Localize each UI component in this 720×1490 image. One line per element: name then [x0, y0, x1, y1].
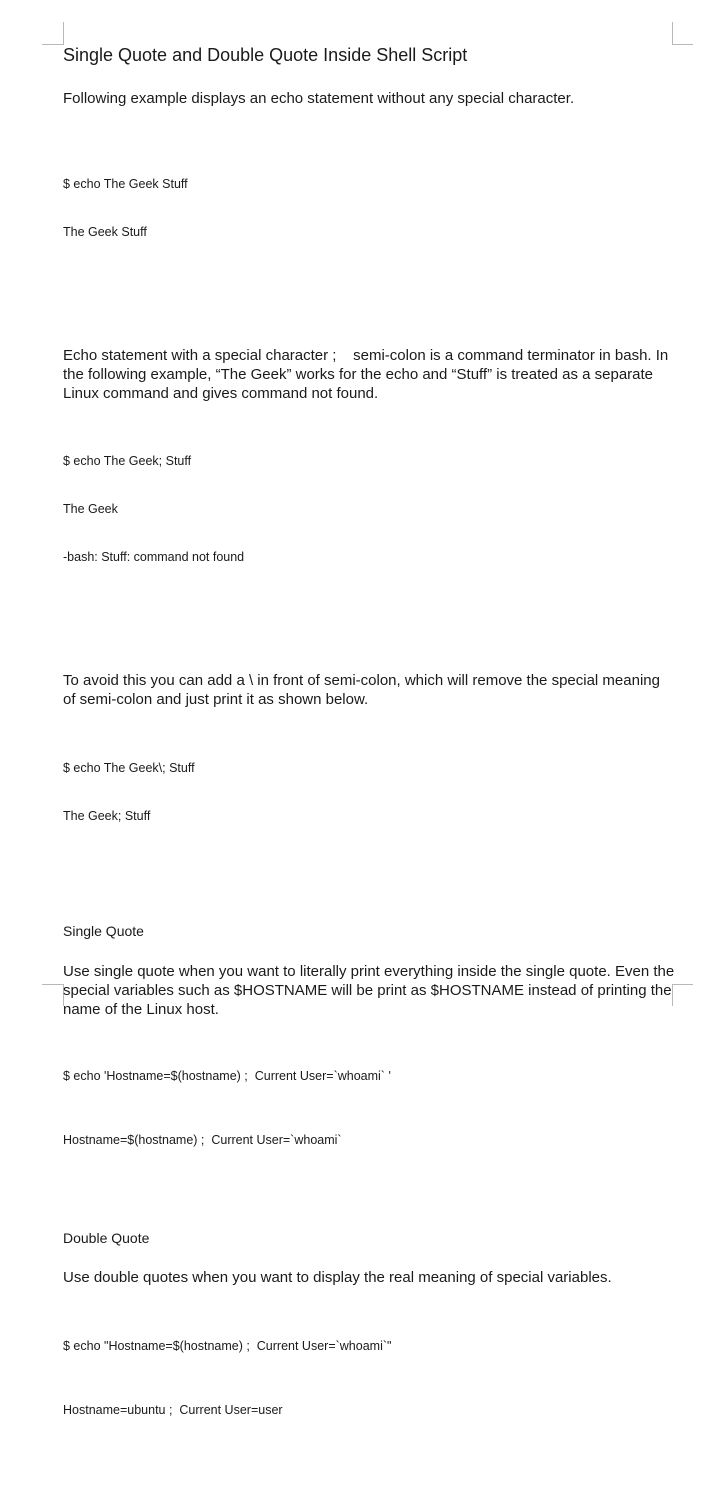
document-title: Single Quote and Double Quote Inside Shell Script — [63, 45, 468, 65]
code-line: $ echo The Geek; Stuff — [63, 454, 192, 468]
code-line: Hostname=ubuntu ; Current User=user — [63, 1403, 283, 1417]
paragraph: Use double quotes when you want to display the real meaning of special variables. — [63, 1269, 612, 1286]
section-heading-single-quote: Single Quote — [63, 923, 144, 939]
corner-mark-top-right — [672, 44, 693, 45]
code-block — [63, 144, 675, 272]
corner-mark-top-left — [42, 44, 64, 45]
paragraph: To avoid this you can add a \ in front of semi-colon, which will remove the special meaning of semi-colon and just print it as shown below. — [63, 672, 660, 708]
paragraph: Echo statement with a special character ; semi-colon is a command terminator in bash. In the following example, “The Geek” works for the echo and “Stuff” is treated as a separate Linux command and gives command not found. — [63, 347, 673, 402]
code-line: $ echo 'Hostname=$(hostname) ; Current User=`whoami` ' — [63, 1069, 391, 1083]
paragraph: Following example displays an echo statement without any special character. — [63, 90, 575, 107]
code-line: $ echo "Hostname=$(hostname) ; Current User=`whoami`" — [63, 1339, 392, 1353]
corner-mark-bottom-right — [672, 984, 693, 985]
section-heading-double-quote: Double Quote — [63, 1230, 150, 1246]
corner-mark-bottom-left — [42, 984, 64, 985]
code-line: -bash: Stuff: command not found — [63, 550, 245, 564]
code-line: Hostname=$(hostname) ; Current User=`whoami` — [63, 1133, 342, 1147]
document-body — [63, 0, 675, 1490]
paragraph: Use single quote when you want to literally print everything inside the single quote. Even the special variables such as $HOSTNAME will be print as $HOSTNAME instead of printing the name of the Linux host. — [63, 963, 675, 1018]
code-line: The Geek — [63, 502, 118, 516]
code-block — [63, 1306, 675, 1450]
code-block — [63, 1036, 675, 1180]
code-line: The Geek Stuff — [63, 225, 147, 239]
code-line: $ echo The Geek\; Stuff — [63, 761, 195, 775]
code-line: The Geek; Stuff — [63, 809, 151, 823]
code-block — [63, 421, 675, 597]
code-block — [63, 728, 675, 856]
code-line: $ echo The Geek Stuff — [63, 177, 188, 191]
